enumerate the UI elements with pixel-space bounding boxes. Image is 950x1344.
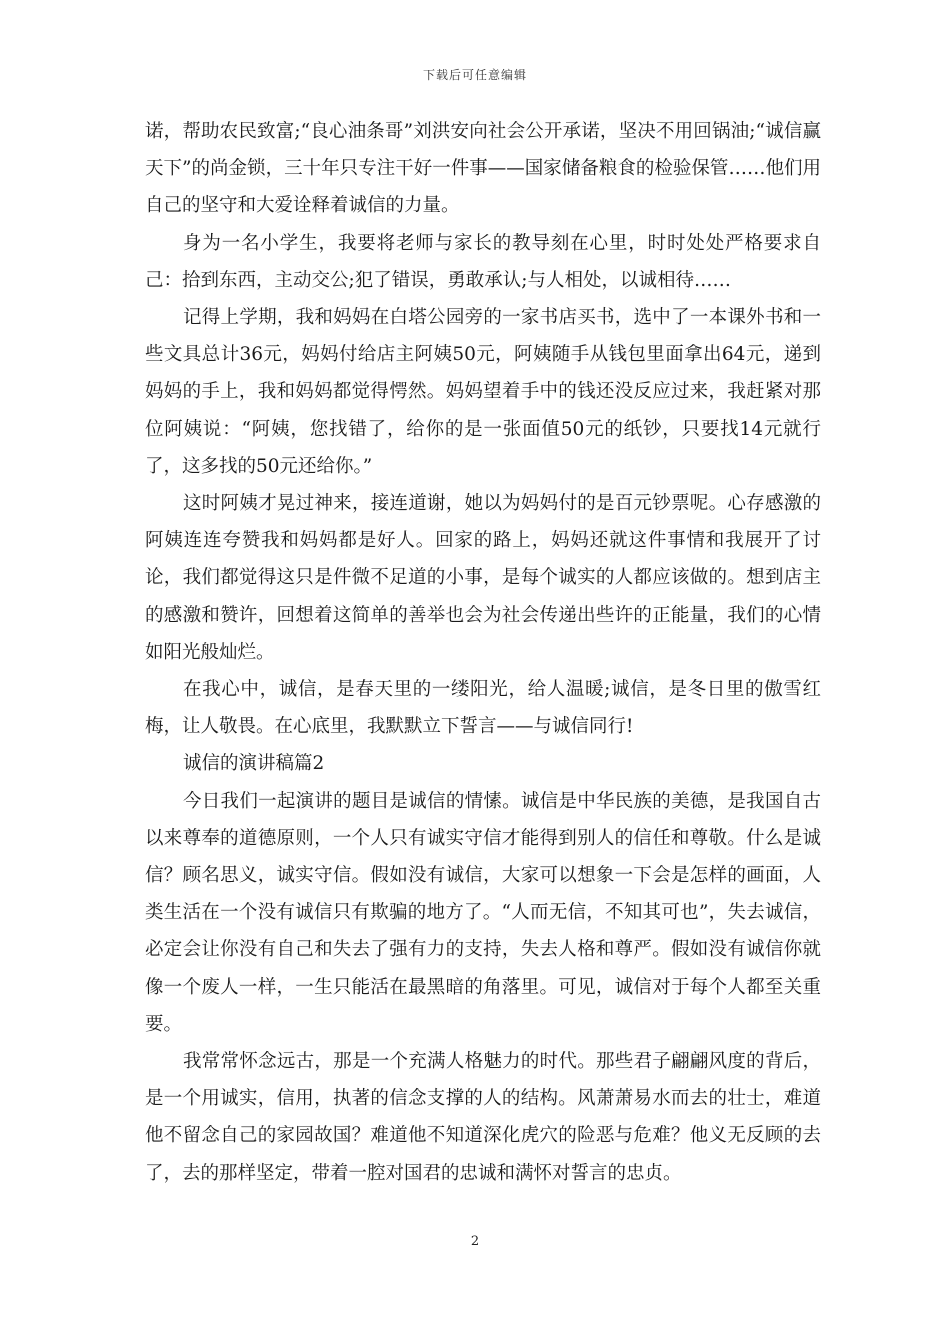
- paragraph: 在我心中，诚信，是春天里的一缕阳光，给人温暖;诚信，是冬日里的傲雪红梅，让人敬畏。在心底里，我默默立下誓言——与诚信同行!: [145, 679, 821, 738]
- paragraph: 这时阿姨才晃过神来，接连道谢，她以为妈妈付的是百元钞票呢。心存感激的阿姨连连夸赞我和妈妈都是好人。回家的路上，妈妈还就这件事情和我展开了讨论，我们都觉得这只是件微不足道的小事，是每个诚实的人都应该做的。想到店主的感激和赞许，回想着这简单的善举也会为社会传递出些许的正能量，我们的心情如阳光般灿烂。: [145, 493, 821, 663]
- paragraph: 我常常怀念远古，那是一个充满人格魅力的时代。那些君子翩翩风度的背后，是一个用诚实，信用，执著的信念支撑的人的结构。风萧萧易水而去的壮士，难道他不留念自己的家园故国？难道他不知道深化虎穴的险恶与危难？他义无反顾的去了，去的那样坚定，带着一腔对国君的忠诚和满怀对誓言的忠贞。: [145, 1051, 821, 1184]
- document-body: [145, 113, 821, 1192]
- paragraph-continuation: 诺，帮助农民致富;“良心油条哥”刘洪安向社会公开承诺，坚决不用回锅油;“诚信赢天下”的尚金锁，三十年只专注干好一件事——国家储备粮食的检验保管……他们用自己的坚守和大爱诠释着诚信的力量。: [145, 121, 821, 217]
- paragraph: 身为一名小学生，我要将老师与家长的教导刻在心里，时时处处严格要求自己：拾到东西，主动交公;犯了错误，勇敢承认;与人相处，以诚相待……: [145, 232, 821, 291]
- paragraph: 今日我们一起演讲的题目是诚信的情愫。诚信是中华民族的美德，是我国自古以来尊奉的道德原则，一个人只有诚实守信才能得到别人的信任和尊敬。什么是诚信？顾名思义，诚实守信。假如没有诚信，大家可以想象一下会是怎样的画面，人类生活在一个没有诚信只有欺骗的地方了。“人而无信，不知其可也”，失去诚信，必定会让你没有自己和失去了强有力的支持，失去人格和尊严。假如没有诚信你就像一个废人一样，一生只能活在最黑暗的角落里。可见，诚信对于每个人都至关重要。: [145, 790, 821, 1035]
- page-number: 2: [470, 1234, 480, 1249]
- paragraph: 记得上学期，我和妈妈在白塔公园旁的一家书店买书，选中了一本课外书和一些文具总计36元，妈妈付给店主阿姨50元，阿姨随手从钱包里面拿出64元，递到妈妈的手上，我和妈妈都觉得愕然。妈妈望着手中的钱还没反应过来，我赶紧对那位阿姨说：“阿姨，您找错了，给你的是一张面值50元的纸钞，只要找14元就行了，这多找的50元还给你。”: [145, 307, 821, 477]
- page-header-note: 下载后可任意编辑: [422, 68, 527, 82]
- section-heading: 诚信的演讲稿篇2: [183, 753, 325, 775]
